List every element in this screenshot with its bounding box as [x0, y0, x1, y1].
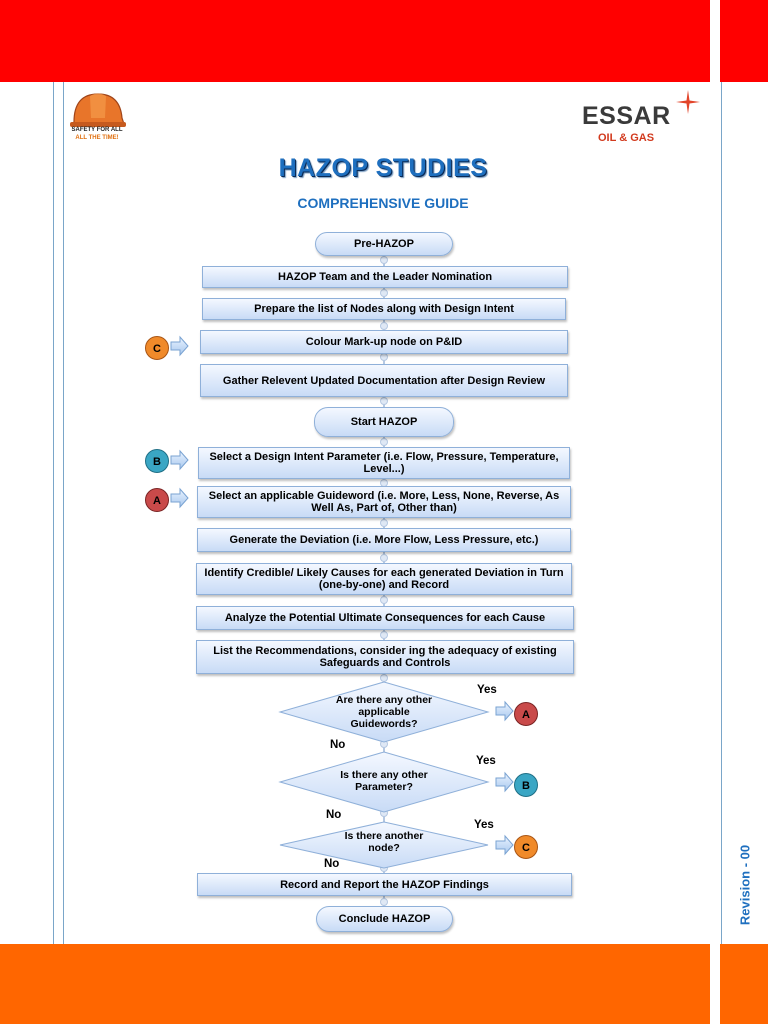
step-team-nomination: HAZOP Team and the Leader Nomination	[202, 266, 568, 288]
brand-subtitle: OIL & GAS	[598, 132, 655, 144]
connector-a-right	[513, 701, 539, 732]
connector-b-right	[513, 772, 539, 803]
page-subtitle: COMPREHENSIVE GUIDE	[297, 195, 469, 211]
svg-text:B: B	[522, 780, 530, 792]
yes-label-guidewords: Yes	[477, 684, 497, 696]
step-colour-markup: Colour Mark-up node on P&ID	[200, 330, 568, 354]
step-identify-causes: Identify Credible/ Likely Causes for each generated Deviation in Turn (one-by-one) and Record	[196, 563, 572, 595]
step-pre-hazop: Pre-HAZOP	[315, 232, 453, 256]
no-label-guidewords: No	[330, 739, 346, 751]
step-conclude-hazop: Conclude HAZOP	[316, 906, 453, 932]
brand-name: ESSAR	[582, 102, 671, 130]
page-title: HAZOP STUDIES	[278, 154, 488, 182]
svg-text:A: A	[153, 495, 161, 507]
revision-label: Revision - 00	[737, 844, 753, 926]
svg-text:C: C	[153, 343, 161, 355]
safety-slogan-line2: ALL THE TIME!	[75, 135, 119, 141]
safety-slogan-line1: SAFETY FOR ALL	[71, 127, 123, 133]
svg-text:C: C	[522, 842, 530, 854]
connector-a-left	[144, 487, 170, 518]
step-start-hazop: Start HAZOP	[314, 407, 454, 437]
decision-parameter-text: Is there any other Parameter?	[340, 769, 428, 793]
step-select-parameter: Select a Design Intent Parameter (i.e. Flow, Pressure, Temperature, Level...)	[198, 447, 570, 479]
yes-label-parameter: Yes	[476, 755, 496, 767]
svg-text:A: A	[522, 709, 530, 721]
step-select-guideword: Select an applicable Guideword (i.e. More, Less, None, Reverse, As Well As, Part of, Other than)	[197, 486, 571, 518]
step-record-findings: Record and Report the HAZOP Findings	[197, 873, 572, 896]
no-label-node: No	[324, 858, 340, 870]
step-analyze-consequences: Analyze the Potential Ultimate Consequences for each Cause	[196, 606, 574, 630]
decision-guidewords-text: Are there any other applicable Guidewords?	[335, 694, 433, 730]
step-generate-deviation: Generate the Deviation (i.e. More Flow, Less Pressure, etc.)	[197, 528, 571, 552]
connector-b-left	[144, 448, 170, 479]
decision-node-text: Is there another node?	[344, 830, 424, 854]
step-list-recommendations: List the Recommendations, consider ing the adequacy of existing Safeguards and Controls	[196, 640, 574, 674]
yes-label-node: Yes	[474, 819, 494, 831]
connector-c-right	[513, 834, 539, 865]
no-label-parameter: No	[326, 809, 342, 821]
step-gather-documentation: Gather Relevent Updated Documentation after Design Review	[200, 364, 568, 397]
connector-c-left	[144, 335, 170, 366]
step-prepare-nodes: Prepare the list of Nodes along with Design Intent	[202, 298, 566, 320]
svg-text:B: B	[153, 456, 161, 468]
